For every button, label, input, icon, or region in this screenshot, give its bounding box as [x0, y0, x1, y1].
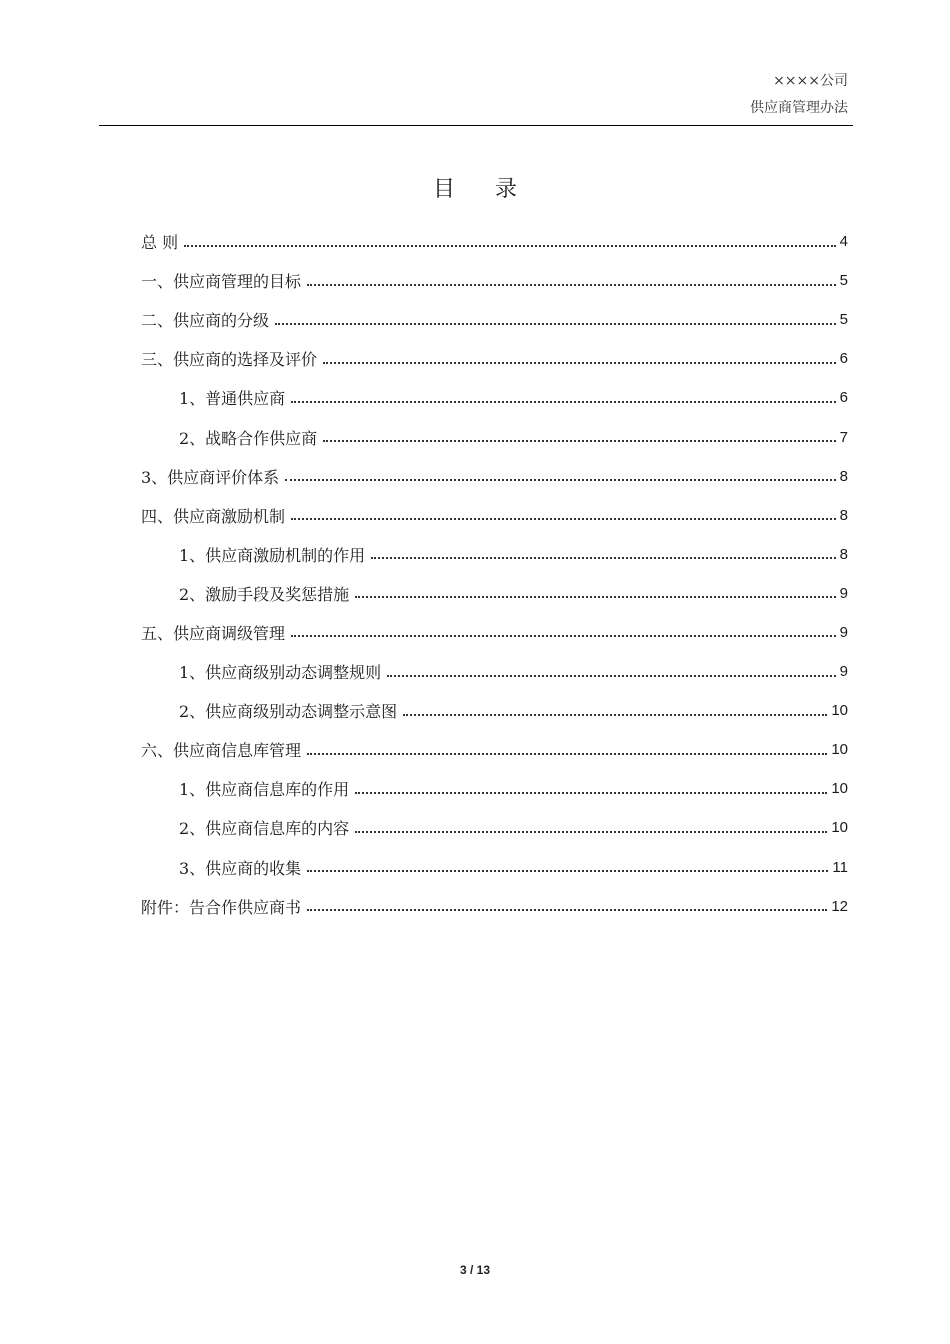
- toc-entry[interactable]: [141, 730, 848, 769]
- header-rule: [99, 125, 853, 126]
- toc-dot-leader: [307, 284, 836, 286]
- toc-entry-page: 5: [839, 272, 848, 290]
- page-header: [750, 68, 848, 122]
- toc-dot-leader: [355, 831, 827, 833]
- toc-dot-leader: [307, 753, 827, 755]
- toc-entry-page: 9: [839, 584, 848, 602]
- toc-entry-label: 3、供应商的收集: [179, 858, 302, 878]
- toc-entry-page: 4: [839, 233, 848, 251]
- toc-entry-page: 10: [831, 819, 848, 837]
- toc-entry-label: 1、供应商级别动态调整规则: [179, 663, 382, 683]
- toc-entry-page: 8: [839, 467, 848, 485]
- toc-dot-leader: [307, 909, 827, 911]
- toc-entry-label: 2、激励手段及奖惩措施: [179, 584, 350, 604]
- header-company: ××××公司: [773, 73, 848, 89]
- toc-dot-leader: [291, 401, 835, 403]
- toc-dot-leader: [323, 362, 836, 364]
- toc-entry[interactable]: [141, 222, 848, 261]
- toc-entry-label: 1、供应商信息库的作用: [179, 780, 350, 800]
- toc-entry[interactable]: [141, 261, 848, 300]
- toc-dot-leader: [355, 792, 827, 794]
- toc-title-part2: 录: [495, 177, 518, 202]
- toc-dot-leader: [285, 479, 835, 481]
- table-of-contents: [141, 222, 848, 926]
- toc-entry-page: 9: [839, 663, 848, 681]
- toc-title-part1: 目: [432, 177, 455, 202]
- toc-entry-label: 2、战略合作供应商: [179, 428, 318, 448]
- toc-entry-page: 10: [831, 780, 848, 798]
- toc-entry[interactable]: [141, 417, 848, 456]
- toc-entry-page: 11: [832, 858, 848, 876]
- toc-entry-label: 一、供应商管理的目标: [141, 272, 302, 292]
- toc-entry-page: 8: [839, 506, 848, 524]
- toc-entry[interactable]: [141, 769, 848, 808]
- toc-entry-label: 总 则: [141, 233, 179, 253]
- toc-entry-page: 8: [839, 545, 848, 563]
- toc-entry[interactable]: [141, 339, 848, 378]
- toc-title: [0, 172, 950, 203]
- toc-entry-page: 7: [839, 428, 848, 446]
- toc-entry[interactable]: [141, 887, 848, 926]
- toc-entry[interactable]: [141, 378, 848, 417]
- toc-entry-label: 四、供应商激励机制: [141, 506, 286, 526]
- toc-dot-leader: [403, 714, 827, 716]
- toc-dot-leader: [184, 245, 836, 247]
- toc-entry-page: 6: [839, 389, 848, 407]
- toc-dot-leader: [323, 440, 835, 442]
- toc-entry-page: 12: [831, 897, 848, 915]
- toc-entry[interactable]: [141, 848, 848, 887]
- toc-entry[interactable]: [141, 808, 848, 847]
- toc-entry-label: 2、供应商信息库的内容: [179, 819, 350, 839]
- toc-entry-page: 10: [831, 741, 848, 759]
- toc-entry-label: 3、供应商评价体系: [141, 467, 280, 487]
- toc-entry-label: 六、供应商信息库管理: [141, 741, 302, 761]
- page-number: 3 / 13: [459, 1263, 491, 1277]
- toc-dot-leader: [291, 518, 836, 520]
- toc-entry[interactable]: [141, 652, 848, 691]
- toc-entry-page: 5: [839, 311, 848, 329]
- toc-entry-label: 二、供应商的分级: [141, 311, 270, 331]
- toc-entry-label: 三、供应商的选择及评价: [141, 350, 318, 370]
- toc-entry[interactable]: [141, 574, 848, 613]
- toc-entry-page: 6: [839, 350, 848, 368]
- toc-entry-label: 1、供应商激励机制的作用: [179, 545, 366, 565]
- toc-dot-leader: [307, 870, 828, 872]
- toc-dot-leader: [291, 635, 836, 637]
- toc-entry-label: 1、普通供应商: [179, 389, 286, 409]
- toc-entry[interactable]: [141, 300, 848, 339]
- toc-dot-leader: [387, 675, 835, 677]
- toc-entry[interactable]: [141, 496, 848, 535]
- toc-dot-leader: [355, 596, 835, 598]
- toc-entry[interactable]: [141, 613, 848, 652]
- toc-entry-label: 附件：告合作供应商书: [141, 897, 302, 917]
- toc-entry-page: 9: [839, 623, 848, 641]
- toc-entry[interactable]: [141, 457, 848, 496]
- header-doc-title: 供应商管理办法: [750, 100, 848, 116]
- toc-entry[interactable]: [141, 691, 848, 730]
- toc-entry-label: 2、供应商级别动态调整示意图: [179, 702, 398, 722]
- toc-dot-leader: [275, 323, 836, 325]
- toc-dot-leader: [371, 557, 835, 559]
- toc-entry-label: 五、供应商调级管理: [141, 623, 286, 643]
- toc-entry[interactable]: [141, 535, 848, 574]
- toc-entry-page: 10: [831, 702, 848, 720]
